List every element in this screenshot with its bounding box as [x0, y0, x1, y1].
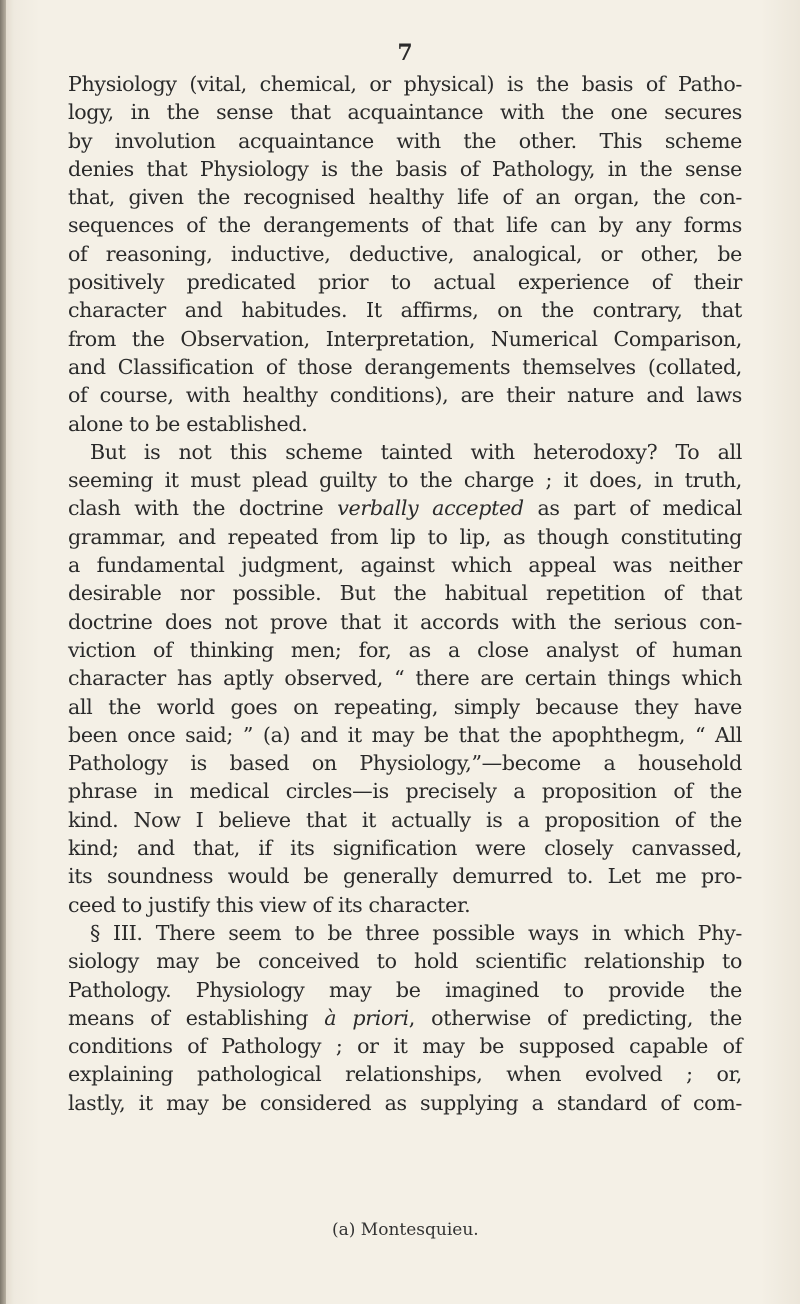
text-line: character and habitudes. It affirms, on the contrary, that: [68, 298, 742, 323]
text-line: desirable nor possible. But the habitual repetition of that: [68, 581, 742, 606]
text-line: [68, 1004, 742, 1032]
text-line: conditions of Pathology ; or it may be supposed capable of: [68, 1034, 742, 1059]
text-line: explaining pathological relationships, when evolved ; or,: [68, 1062, 742, 1087]
text-line: seeming it must plead guilty to the charge ; it does, in truth,: [68, 468, 742, 493]
binding-gutter: [0, 0, 6, 1304]
text-line: phrase in medical circles—is precisely a proposition of the: [68, 779, 742, 804]
text-line: positively predicated prior to actual experience of their: [68, 270, 742, 295]
italic-phrase: verbally accepted: [337, 496, 524, 521]
text-line: Pathology is based on Physiology,”—become a household: [68, 751, 742, 776]
text-line: and Classification of those derangements themselves (collated,: [68, 354, 742, 379]
text-line: been once said; ” (a) and it may be that the apophthegm, “ All: [68, 722, 742, 747]
text-line: kind; and that, if its signification were closely canvassed,: [68, 836, 742, 861]
text-line: from the Observation, Interpretation, Numerical Comparison,: [68, 326, 742, 351]
text-line: ceed to justify this view of its character.: [68, 892, 471, 917]
text-line: Physiology (vital, chemical, or physical) is the basis of Patho-: [68, 72, 742, 96]
text-segment: clash with the doctrine: [68, 496, 338, 521]
text-line: alone to be established.: [68, 411, 308, 436]
text-line: [68, 494, 742, 522]
text-line: character has aptly observed, “ there are certain things which: [68, 666, 742, 691]
text-line: doctrine does not prove that it accords with the serious con-: [68, 609, 742, 634]
text-line: of reasoning, inductive, deductive, analogical, or other, be: [68, 241, 742, 266]
text-line: sequences of the derangements of that life can by any forms: [68, 213, 742, 238]
body-text: [68, 70, 742, 1117]
text-line: But is not this scheme tainted with heterodoxy? To all: [90, 439, 742, 464]
text-line: grammar, and repeated from lip to lip, as though constituting: [68, 524, 742, 549]
text-segment: , otherwise of predicting, the: [408, 1005, 742, 1030]
text-line: § III. There seem to be three possible ways in which Phy-: [90, 920, 742, 945]
text-line: that, given the recognised healthy life of an organ, the con-: [68, 185, 742, 210]
text-line: all the world goes on repeating, simply because they have: [68, 694, 742, 719]
italic-phrase: à priori: [324, 1005, 409, 1030]
text-line: viction of thinking men; for, as a close analyst of human: [68, 637, 742, 662]
text-line: by involution acquaintance with the other. This scheme: [68, 128, 742, 153]
text-line: kind. Now I believe that it actually is a proposition of the: [68, 807, 742, 832]
text-line: a fundamental judgment, against which appeal was neither: [68, 553, 742, 578]
text-line: Pathology. Physiology may be imagined to provide the: [68, 977, 742, 1002]
text-line: of course, with healthy conditions), are their nature and laws: [68, 383, 742, 408]
page-number: 7: [397, 40, 413, 66]
text-line: siology may be conceived to hold scientific relationship to: [68, 949, 742, 974]
text-line: lastly, it may be considered as supplying a standard of com-: [68, 1090, 742, 1115]
text-segment: as part of medical: [523, 496, 742, 521]
text-line: denies that Physiology is the basis of Pathology, in the sense: [68, 156, 742, 181]
text-line: logy, in the sense that acquaintance with the one secures: [68, 100, 742, 125]
text-line: its soundness would be generally demurred to. Let me pro-: [68, 864, 742, 889]
text-segment: means of establishing: [68, 1005, 325, 1030]
footnote: (a) Montesquieu.: [332, 1220, 479, 1240]
